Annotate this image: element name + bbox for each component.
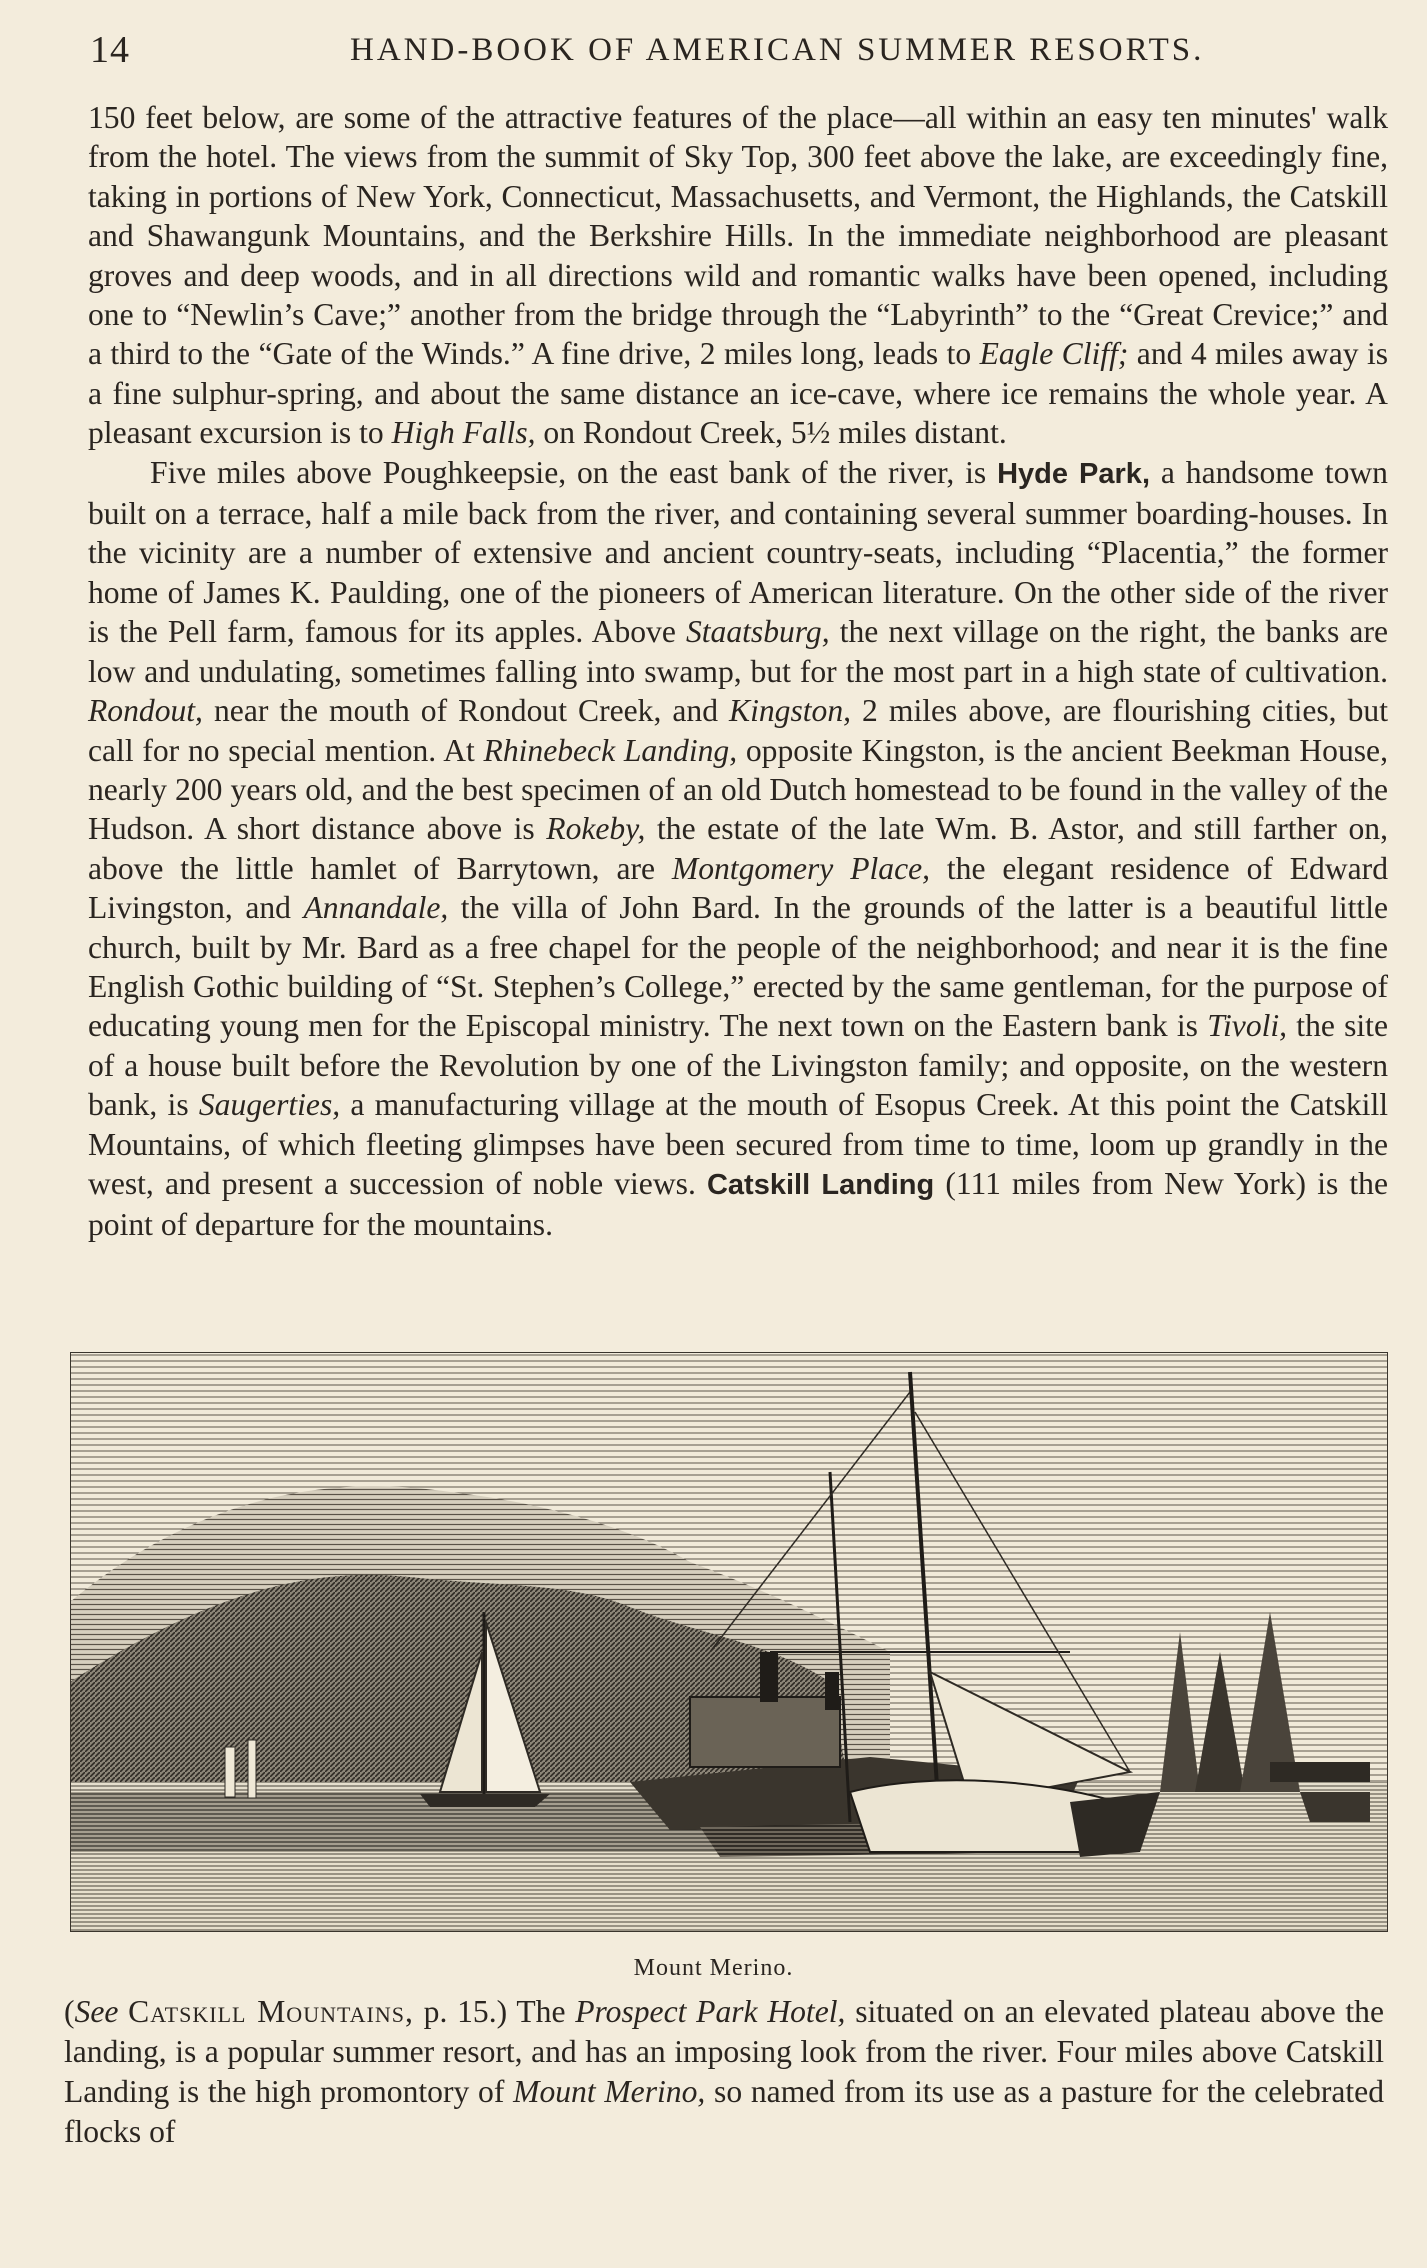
- text-run: p. 15.) The: [413, 1994, 576, 2029]
- body-text: [88, 98, 1388, 1245]
- cross-reference: Catskill Mountains,: [128, 1994, 414, 2029]
- lower-text: [64, 1992, 1384, 2152]
- text-run: the estate of the late Wm. B. Astor, and still farther on, above the little hamlet of Barrytown, are: [88, 811, 1388, 886]
- text-run: a manufacturing village at the mouth of Esopus Creek. At this point the Catskill Mountains, of which fleeting glimpses have been secured from time to time, loom up grandly in the west, and present a succession of noble views.: [88, 1087, 1389, 1201]
- paragraph-2: [88, 453, 1388, 1245]
- place-name-italic: Tivoli,: [1207, 1008, 1288, 1044]
- place-name-italic: Montgomery Place,: [671, 850, 931, 886]
- text-run: the site of a house built before the Revolution by one of the Livingston family; and opposite, on the western bank, is: [88, 1008, 1388, 1123]
- place-name-italic: Kingston,: [729, 693, 852, 729]
- place-name-italic: Saugerties,: [198, 1087, 341, 1123]
- text-run: so named from its use as a pasture for the celebrated flocks of: [64, 2074, 1385, 2149]
- text-run: and 4 miles away is a fine sulphur-spring, and about the same distance an ice-cave, where ice remains the whole year. A pleasant excursion is to: [88, 336, 1389, 451]
- place-name-italic: Rokeby,: [546, 811, 646, 847]
- text-run: (111 miles from New York) is the point of departure for the mountains.: [88, 1165, 1388, 1243]
- running-title: HAND-BOOK OF AMERICAN SUMMER RESORTS.: [350, 32, 1205, 68]
- text-run: situated on an elevated plateau above the landing, is a popular summer resort, and has an imposing look from the river. Four miles above Catskill Landing is the high promontory of: [64, 1994, 1384, 2109]
- text-run: a handsome town built on a terrace, half a mile back from the river, and containing several summer boarding-houses. In the vicinity are a number of extensive and ancient country-seats, including “Placentia,” the former home of James K. Paulding, one of the pioneers of American literature. On the other side of the river is the Pell farm, famous for its apples. Above: [88, 454, 1388, 650]
- text-run: Five miles above Poughkeepsie, on the east bank of the river, is: [150, 454, 998, 490]
- text-run: near the mouth of Rondout Creek, and: [202, 693, 730, 729]
- place-name-bold: Catskill Landing: [706, 1168, 935, 1201]
- place-name-italic: Rhinebeck Landing,: [483, 732, 738, 768]
- place-name-italic: Annandale,: [303, 890, 449, 926]
- illustration-caption: Mount Merino.: [633, 1955, 794, 1981]
- place-name-bold: Hyde Park,: [997, 457, 1150, 490]
- engraving-illustration: [70, 1352, 1388, 1932]
- text-run: the next village on the right, the banks are low and undulating, sometimes falling into swamp, but for the most part in a high state of cultivation.: [88, 614, 1388, 689]
- text-run: 150 feet below, are some of the attractive features of the place—all within an easy ten minutes' walk from the hotel. The views from the summit of Sky Top, 300 feet above the lake, are exceedingly fine, taking in portions of New York, Connecticut, Massachusetts, and Vermont, the Highlands, the Catskill and Shawangunk Mountains, and the Berkshire Hills. In the immediate neighborhood are pleasant groves and deep woods, and in all directions wild and romantic walks have been opened, including one to “Newlin’s Cave;” another from the bridge through the “Labyrinth” to the “Great Crevice;” and a third to the “Gate of the Winds.” A fine drive, 2 miles long, leads to: [88, 100, 1388, 372]
- place-name-italic: Rondout,: [88, 693, 203, 729]
- text-run: (: [64, 1994, 75, 2029]
- text-run: on Rondout Creek, 5½ miles distant.: [535, 415, 1007, 451]
- text-run: the villa of John Bard. In the grounds of the latter is a beautiful little church, built by Mr. Bard as a free chapel for the people of the neighborhood; and near it is the fine English Gothic building of “St. Stephen’s College,” erected by the same gentleman, for the purpose of educating young men for the Episcopal ministry. The next town on the Eastern bank is: [88, 890, 1388, 1044]
- place-name-italic: Mount Merino,: [513, 2074, 706, 2109]
- engraving-mount-merino: [70, 1352, 1388, 1932]
- paragraph-1: [88, 98, 1388, 453]
- place-name-italic: Staatsburg,: [685, 614, 830, 650]
- hotel-name-italic: Prospect Park Hotel,: [575, 1994, 846, 2029]
- running-head: [90, 22, 1390, 82]
- text-run: opposite Kingston, is the ancient Beekman House, nearly 200 years old, and the best specimen of an old Dutch homestead to be found in the valley of the Hudson. A short distance above is: [88, 732, 1388, 847]
- see-italic: See: [74, 1994, 119, 2029]
- page-number: 14: [90, 29, 130, 71]
- paragraph-3: [64, 1992, 1384, 2152]
- text-run: 2 miles above, are flourishing cities, but call for no special mention. At: [88, 693, 1388, 768]
- text-run: the elegant residence of Edward Livingston, and: [88, 850, 1389, 926]
- place-name-italic: High Falls,: [391, 415, 536, 451]
- place-name-italic: Eagle Cliff;: [979, 336, 1129, 372]
